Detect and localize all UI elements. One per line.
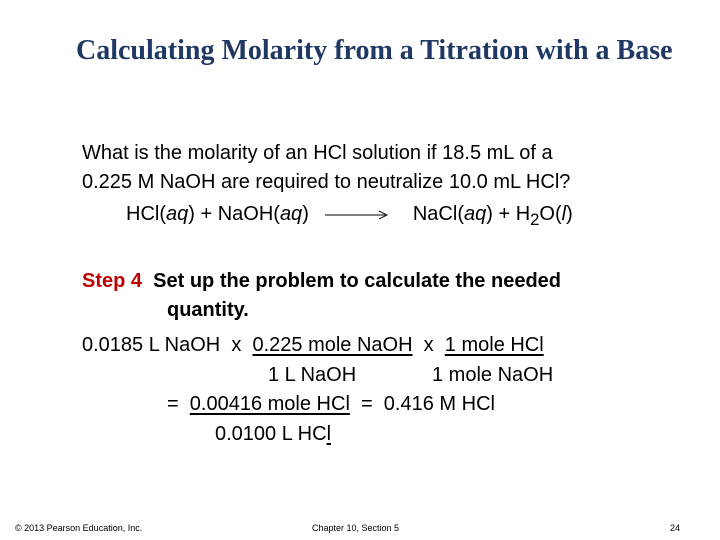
state-aq-3: aq: [463, 203, 487, 225]
reactant-hcl-prefix: HCl(: [126, 203, 166, 225]
state-aq-2: aq: [279, 203, 303, 225]
state-l: l: [561, 203, 567, 225]
calc-volume-denominator-text: 0.0100 L HC: [215, 423, 327, 445]
chemical-equation: [126, 201, 573, 233]
product-close: ): [566, 203, 573, 225]
product-water-prefix: ) + H: [486, 203, 531, 225]
water-subscript: 2: [530, 210, 540, 229]
step-label: Step 4: [82, 270, 143, 292]
question-line-2: 0.225 M NaOH are required to neutralize 10.0 mL HCl?: [82, 171, 571, 193]
calc-row-1: [82, 333, 544, 357]
calc-factor-1-numerator: 0.225 mole NaOH: [252, 334, 413, 356]
reaction-arrow-icon: [325, 208, 389, 222]
slide-title: Calculating Molarity from a Titration with a Base: [76, 35, 673, 66]
product-water-o: O(: [539, 203, 562, 225]
calc-row-3: [167, 392, 495, 416]
calc-volume-denominator-end: l: [326, 423, 332, 445]
step-line-1: [82, 269, 561, 293]
calc-result: = 0.416 M HCl: [349, 393, 495, 415]
footer-page-number: 24: [670, 523, 681, 533]
reactant-naoh-prefix: ) + NaOH(: [188, 203, 280, 225]
calc-volume: 0.0185 L NaOH x: [82, 334, 253, 356]
calc-moles-numerator: 0.00416 mole HCl: [189, 393, 350, 415]
calc-volume-denominator: [215, 422, 331, 446]
state-aq-1: aq: [166, 203, 189, 225]
calc-equals: =: [167, 393, 190, 415]
footer-copyright: © 2013 Pearson Education, Inc.: [15, 523, 143, 533]
footer-chapter: Chapter 10, Section 5: [312, 523, 400, 533]
step-text-2: quantity.: [167, 299, 249, 321]
calc-factor-1-denominator: 1 L NaOH: [268, 364, 357, 386]
calc-times: x: [412, 334, 445, 356]
reactant-close: ): [302, 203, 309, 225]
product-nacl-prefix: NaCl(: [412, 203, 464, 225]
question-line-1: What is the molarity of an HCl solution if 18.5 mL of a: [82, 142, 553, 164]
step-text-1: Set up the problem to calculate the needed: [153, 270, 562, 292]
calc-factor-2-numerator: 1 mole HCl: [444, 334, 544, 356]
step-spacer: [142, 270, 153, 292]
calc-factor-2-denominator: 1 mole NaOH: [432, 364, 554, 386]
